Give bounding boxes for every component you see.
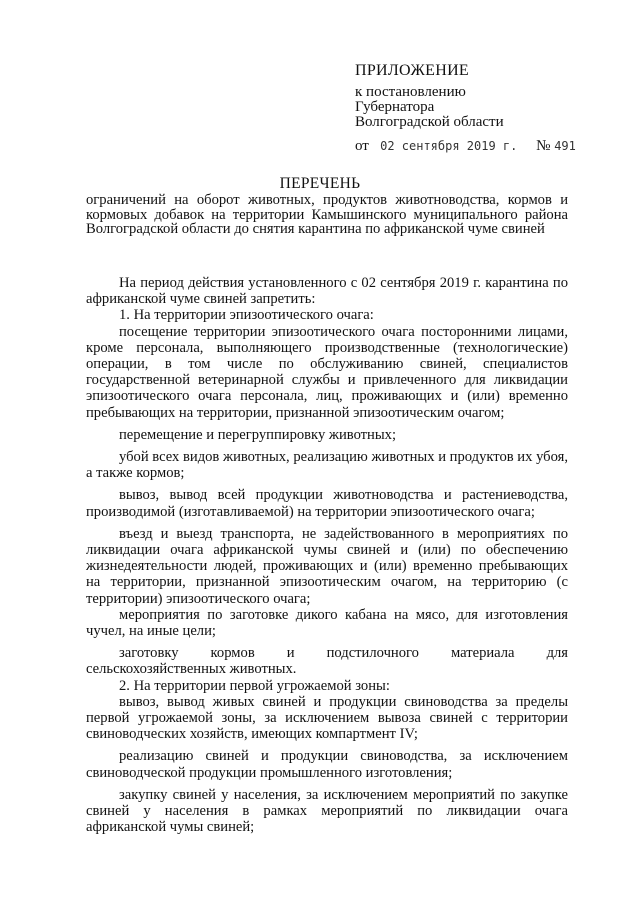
paragraph-item: убой всех видов животных, реализацию животных и продуктов их убоя, а также кормов;	[86, 449, 568, 482]
appendix-line-region: Волгоградской области	[355, 114, 504, 130]
paragraph-item: мероприятия по заготовке дикого кабана на мясо, для изготовления чучел, на иные цели;	[86, 606, 568, 640]
number-label: №	[536, 138, 551, 154]
paragraph-item: реализацию свиней и продукции свиноводства, за исключением свиноводческой продукции промышленного изготовления;	[86, 748, 568, 781]
paragraph-item: закупку свиней у населения, за исключением мероприятий по закупке свиней у населения в рамках мероприятий по ликвидации очага африканской чумы свиней;	[86, 786, 568, 836]
paragraph-item: посещение территории эпизоотического очага посторонними лицами, кроме персонала, выполняющего производственные (технологические) операции, в том числе по обслуживанию свиней, специалистов государственной ветеринарной службы и привлеченного для ликвидации эпизоотического очага персонала, лиц, проживающих и (или) временно пребывающих на территории, признанной эпизоотическим очагом;	[86, 323, 568, 421]
resolution-date: 02 сентября 2019 г.	[380, 139, 518, 153]
paragraph-item: въезд и выезд транспорта, не задействованного в мероприятиях по ликвидации очага африканской чумы свиней и (или) по обеспечению жизнедеятельности людей, проживающих и (или) временно пребывающих на территории, признанной эпизоотическим очагом, на территорию (с территории) эпизоотического очага;	[86, 525, 568, 607]
paragraph-item: перемещение и перегруппировку животных;	[119, 426, 397, 443]
from-label: от	[355, 138, 369, 154]
document-heading: ПЕРЕЧЕНЬ	[279, 175, 361, 192]
appendix-block	[355, 63, 576, 154]
resolution-number: 491	[554, 139, 576, 153]
appendix-line-governor: Губернатора	[355, 99, 435, 115]
document-subtitle: ограничений на оборот животных, продуктов животноводства, кормов и кормовых добавок на территории Камышинского муниципального района Волгоградской области до снятия карантина по африканской чуме свиней	[86, 192, 568, 237]
paragraph-section-1-heading: 1. На территории эпизоотического очага:	[119, 307, 374, 324]
paragraph-item: заготовку кормов и подстилочного материала для сельскохозяйственных животных.	[86, 645, 568, 678]
appendix-line-resolution: к постановлению	[355, 84, 466, 100]
appendix-date-line	[355, 139, 576, 154]
appendix-title: ПРИЛОЖЕНИЕ	[355, 62, 470, 79]
paragraph-item: вывоз, вывод всей продукции животноводства и растениеводства, производимой (изготавливаемой) на территории эпизоотического очага;	[86, 487, 568, 520]
document-body	[86, 275, 568, 836]
paragraph-item: вывоз, вывод живых свиней и продукции свиноводства за пределы первой угрожаемой зоны, за исключением вывоза свиней с территории свиноводческих хозяйств, имеющих компартмент IV;	[86, 693, 568, 743]
paragraph-intro: На период действия установленного с 02 сентября 2019 г. карантина по африканской чуме свиней запретить:	[86, 275, 568, 308]
paragraph-section-2-heading: 2. На территории первой угрожаемой зоны:	[119, 677, 390, 694]
